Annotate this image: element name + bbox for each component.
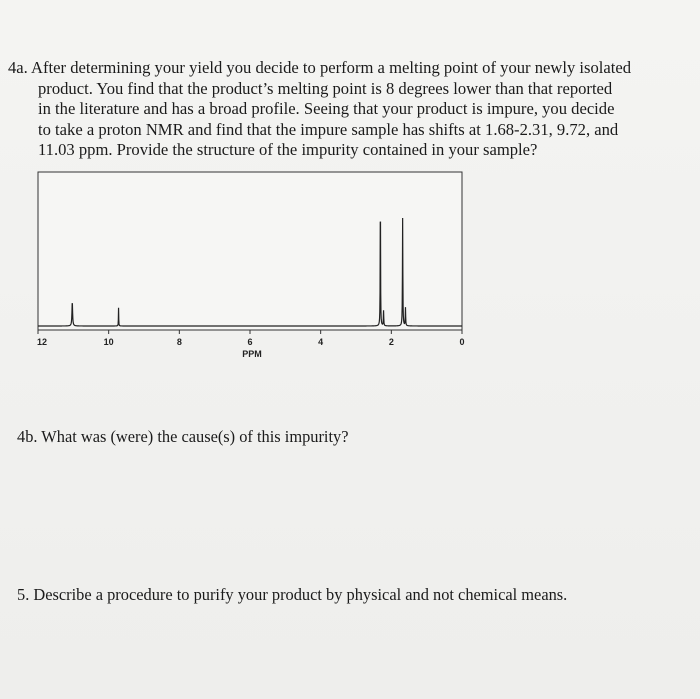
x-tick-label-8: 8 xyxy=(176,337,182,347)
x-tick-label-0: 0 xyxy=(459,337,465,347)
question-4a xyxy=(8,58,680,161)
question-4a-line-3: in the literature and has a broad profile. Seeing that your product is impure, you decide xyxy=(38,99,615,118)
chart-frame xyxy=(38,172,462,330)
x-axis-label: PPM xyxy=(242,349,262,359)
question-4a-line-4: to take a proton NMR and find that the impure sample has shifts at 1.68-2.31, 9.72, and xyxy=(38,119,619,139)
question-4b: 4b. What was (were) the cause(s) of this impurity? xyxy=(17,427,349,446)
x-tick-label-6: 6 xyxy=(247,337,253,347)
question-4a-line-5: 11.03 ppm. Provide the structure of the impurity contained in your sample? xyxy=(38,140,538,159)
question-4a-line-1: 4a. After determining your yield you decide to perform a melting point of your newly isolated xyxy=(8,58,632,77)
nmr-spectrum-chart xyxy=(38,170,468,370)
question-5: 5. Describe a procedure to purify your product by physical and not chemical means. xyxy=(17,585,568,604)
x-tick-label-10: 10 xyxy=(103,337,114,347)
question-4a-line-2: product. You find that the product’s melting point is 8 degrees lower than that reported xyxy=(38,78,613,98)
x-tick-label-4: 4 xyxy=(318,337,324,347)
x-axis xyxy=(38,330,462,334)
x-tick-labels xyxy=(37,337,465,347)
x-tick-label-12: 12 xyxy=(36,337,48,347)
x-tick-label-2: 2 xyxy=(388,337,394,347)
